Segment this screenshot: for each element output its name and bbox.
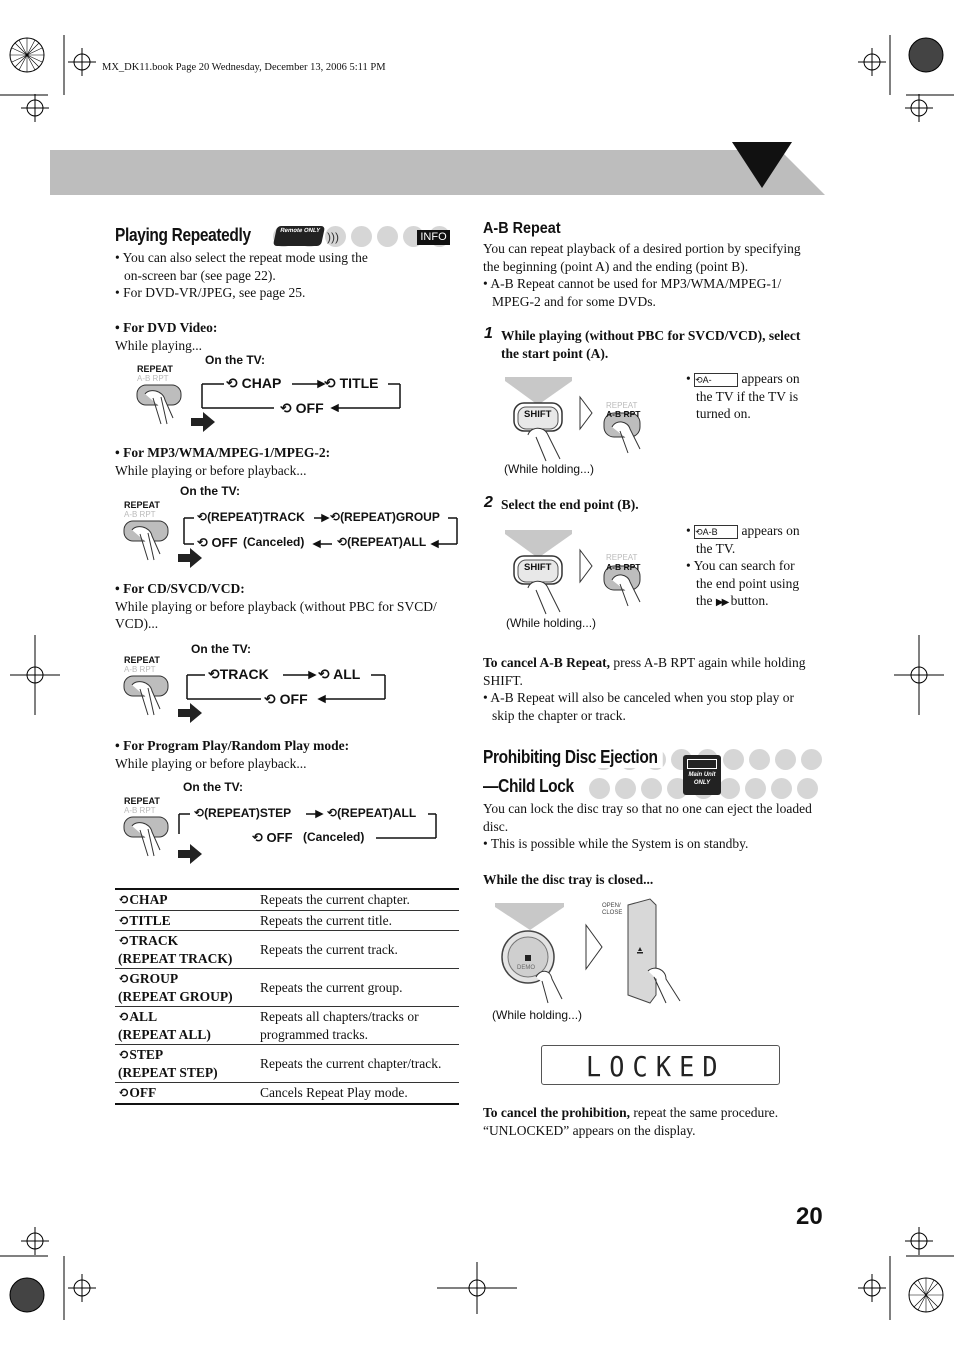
step-number: 1: [484, 325, 493, 342]
seq-off: ⟲ OFF: [252, 830, 293, 845]
repeat-icon: ⟲: [318, 666, 330, 682]
mode-cell: ⟲STEP (REPEAT STEP): [115, 1045, 257, 1083]
info-badge: INFO: [417, 230, 450, 245]
description-cell: Cancels Repeat Play mode.: [257, 1083, 459, 1104]
ab-cancel: To cancel A-B Repeat, press A-B RPT again while holding SHIFT. • A-B Repeat will also be canceled when you stop play or skip the chapter or track.: [483, 655, 806, 723]
seq-repeat-step: ⟲(REPEAT)STEP: [194, 806, 292, 820]
canceled-label: (Canceled): [303, 830, 365, 844]
while-holding-label: (While holding...): [492, 1008, 583, 1022]
seq-repeat-all: ⟲(REPEAT)ALL: [337, 535, 427, 549]
description-cell: Repeats all chapters/tracks or programmed tracks.: [257, 1007, 459, 1045]
remote-only-badge: Remote ONLY: [273, 226, 325, 246]
shift-button-label: SHIFT: [524, 409, 552, 420]
repeat-icon: ⟲: [118, 912, 130, 928]
mode-cell: ⟲GROUP (REPEAT GROUP): [115, 969, 257, 1007]
repeat-icon: ⟲: [118, 933, 130, 948]
description-cell: Repeats the current chapter.: [257, 889, 459, 910]
child-lock-diagram: [490, 895, 690, 1015]
child-lock-header: [483, 747, 828, 802]
on-tv-label: On the TV:: [205, 353, 265, 367]
section-title-ab-repeat: A-B Repeat: [483, 220, 561, 237]
on-tv-label: On the TV:: [183, 780, 243, 794]
repeat-icon: ⟲: [337, 535, 348, 549]
repeat-icon: ⟲: [197, 510, 208, 524]
table-row: [115, 969, 459, 1007]
playing-repeatedly-header: [115, 224, 460, 250]
child-lock-cancel: To cancel the prohibition, repeat the same procedure. “UNLOCKED” appears on the display.: [483, 1105, 779, 1138]
ab-display-badge: ⟲A-: [694, 373, 738, 387]
cd-block: • For CD/SVCD/VCD: While playing or before playback (without PBC for SVCD/ VCD)...: [115, 581, 437, 631]
step2-note: • ⟲A-B appears on the TV. • You can search for the end point using the ▶▶ button.: [686, 523, 800, 608]
repeat-button-diagram: REPEAT A-B RPT: [135, 364, 215, 434]
repeat-icon: ⟲: [118, 1009, 130, 1024]
seq-repeat-all: ⟲(REPEAT)ALL: [327, 806, 417, 820]
mode-cell: ⟲TRACK (REPEAT TRACK): [115, 931, 257, 969]
dvd-video-block: • For DVD Video: While playing...: [115, 320, 218, 353]
ab-rpt-label: A-B RPT: [606, 409, 641, 419]
repeat-icon: ⟲: [280, 400, 292, 416]
while-holding-label: (While holding...): [506, 616, 597, 630]
while-holding-label: (While holding...): [504, 462, 595, 476]
seq-off: ⟲ OFF: [264, 691, 308, 707]
demo-label: DEMO: [517, 965, 535, 971]
description-cell: Repeats the current chapter/track.: [257, 1045, 459, 1083]
canceled-label: (Canceled): [243, 535, 305, 549]
open-close-label: OPEN/ CLOSE: [602, 903, 623, 916]
seq-off: ⟲ OFF: [280, 400, 324, 416]
mode-cell: ⟲ALL (REPEAT ALL): [115, 1007, 257, 1045]
table-row: [115, 889, 459, 910]
repeat-icon: ⟲: [264, 691, 276, 707]
repeat-icon: ⟲: [118, 971, 130, 986]
description-cell: Repeats the current track.: [257, 931, 459, 969]
table-row: [115, 1007, 459, 1045]
repeat-icon: ⟲: [118, 1085, 130, 1100]
repeat-label: REPEAT: [606, 553, 638, 562]
repeat-icon: ⟲: [327, 806, 338, 820]
step1-text: While playing (without PBC for SVCD/VCD), select the start point (A).: [501, 328, 801, 361]
remote-signal-icon: ))): [327, 230, 339, 244]
fast-forward-icon: ▶▶: [715, 597, 728, 608]
description-cell: Repeats the current group.: [257, 969, 459, 1007]
seq-repeat-group: ⟲(REPEAT)GROUP: [330, 510, 440, 524]
file-info: MX_DK11.book Page 20 Wednesday, December 13, 2006 5:11 PM: [102, 62, 386, 73]
repeat-icon: ⟲: [226, 375, 238, 391]
section-title-playing-repeatedly: Playing Repeatedly: [115, 225, 256, 246]
child-lock-intro: You can lock the disc tray so that no one can eject the loaded disc. • This is possible while the System is on standby.: [483, 801, 812, 851]
main-unit-only-badge: Main Unit ONLY: [683, 755, 721, 795]
on-tv-label: On the TV:: [191, 642, 251, 656]
ab-intro: You can repeat playback of a desired portion by specifying the beginning (point A) and the ending (point B). • A-B Repeat cannot be used for MP3/WMA/MPEG-1/ MPEG-2 and for some DVDs.: [483, 241, 801, 309]
seq-off: ⟲ OFF: [197, 535, 238, 550]
section-subtitle-child-lock: —Child Lock: [483, 776, 579, 797]
repeat-icon: ⟲: [330, 510, 341, 524]
table-row: [115, 931, 459, 969]
mp3-block: • For MP3/WMA/MPEG-1/MPEG-2: While playing or before playback...: [115, 445, 331, 478]
mode-cell: ⟲OFF: [115, 1083, 257, 1104]
mode-cell: ⟲CHAP: [115, 889, 257, 910]
ab-display-badge: ⟲A-B: [694, 525, 738, 539]
repeat-button-diagram: REPEAT A-B RPT: [122, 500, 202, 570]
display-text: LOCKED: [586, 1050, 726, 1083]
locked-display: [541, 1045, 780, 1085]
section-title-child-lock: Prohibiting Disc Ejection: [483, 747, 663, 768]
shift-ab-diagram: [500, 528, 670, 618]
repeat-icon: ⟲: [118, 892, 130, 907]
program-block: • For Program Play/Random Play mode: While playing or before playback...: [115, 738, 350, 771]
step-number: 2: [484, 494, 493, 511]
on-tv-label: On the TV:: [180, 484, 240, 498]
repeat-button-diagram: REPEAT A-B RPT: [122, 796, 202, 866]
tray-closed-label: While the disc tray is closed...: [483, 872, 654, 887]
seq-title: ⟲ TITLE: [324, 375, 379, 391]
shift-button-label: SHIFT: [524, 562, 552, 573]
repeat-icon: ⟲: [252, 830, 263, 845]
page-number: 20: [796, 1203, 823, 1230]
repeat-button-diagram: REPEAT A-B RPT: [122, 655, 202, 725]
repeat-icon: ⟲: [208, 666, 220, 682]
shift-ab-diagram: [500, 375, 670, 465]
seq-all: ⟲ ALL: [318, 666, 361, 682]
description-cell: Repeats the current title.: [257, 910, 459, 931]
table-row: [115, 1045, 459, 1083]
step1-note: • ⟲A- appears on the TV if the TV is turned on.: [686, 371, 800, 421]
repeat-icon: ⟲: [197, 535, 208, 550]
repeat-icon: ⟲: [324, 375, 336, 391]
seq-repeat-track: ⟲(REPEAT)TRACK: [197, 510, 305, 524]
repeat-modes-table: [115, 888, 459, 1105]
repeat-icon: ⟲: [194, 806, 205, 820]
repeat-icon: ⟲: [118, 1047, 130, 1062]
repeat-label: REPEAT: [606, 401, 638, 410]
header-band: [50, 140, 825, 198]
seq-chap: ⟲ CHAP: [226, 375, 282, 391]
step2-text: Select the end point (B).: [501, 497, 639, 512]
ab-rpt-label: A-B RPT: [606, 562, 641, 572]
repeat-intro: • You can also select the repeat mode using the on-screen bar (see page 22). • For DVD-VR/JPEG, see page 25.: [115, 250, 368, 300]
table-row: [115, 1083, 459, 1104]
table-row: [115, 910, 459, 931]
seq-track: ⟲TRACK: [208, 666, 269, 682]
mode-cell: ⟲TITLE: [115, 910, 257, 931]
